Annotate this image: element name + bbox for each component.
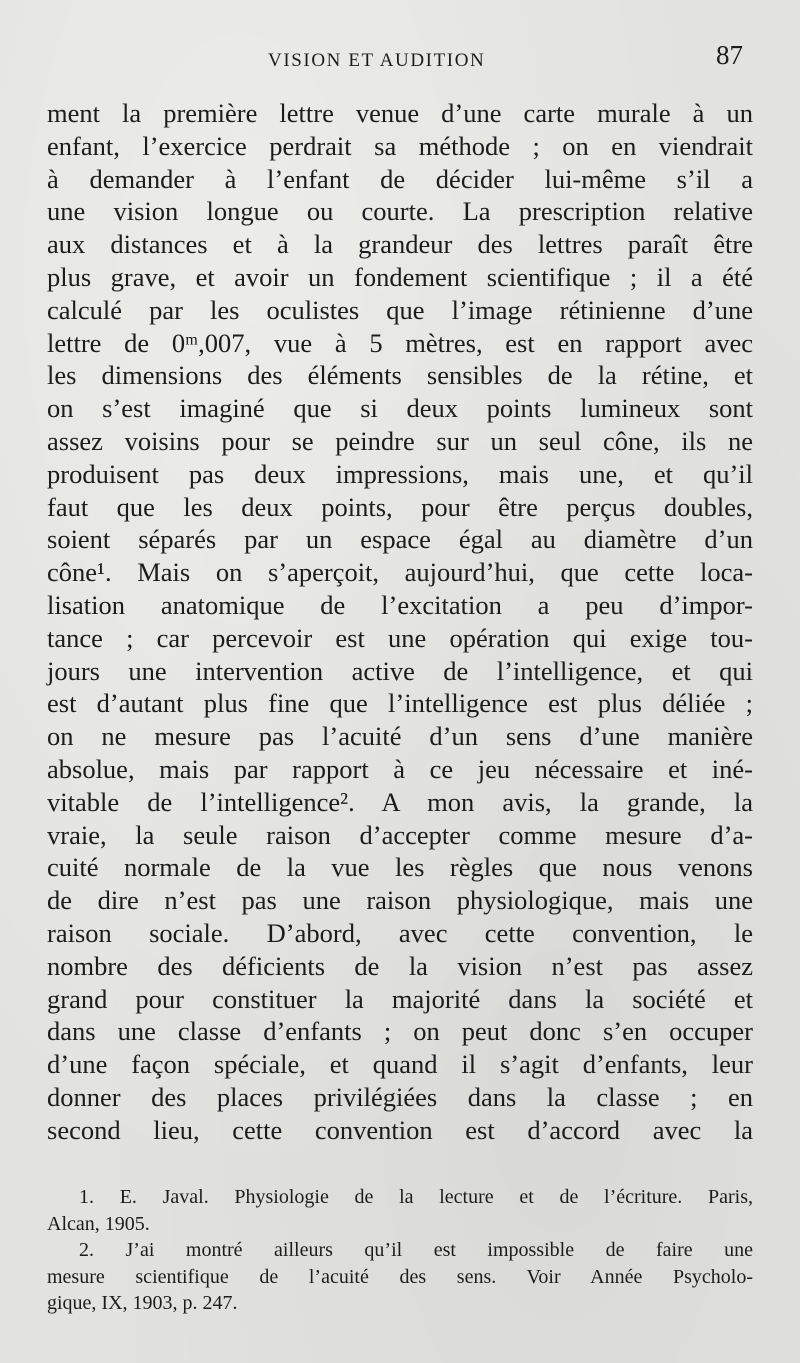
running-head — [0, 40, 800, 76]
text-line: produisent pas deux impressions, mais une, et qu’il — [47, 458, 753, 489]
text-line: raison sociale. D’abord, avec cette convention, le — [47, 917, 753, 948]
text-line: assez voisins pour se peindre sur un seul cône, ils ne — [47, 425, 753, 456]
text-line: enfant, l’exercice perdrait sa méthode ; on en viendrait — [47, 130, 753, 161]
text-line: nombre des déficients de la vision n’est pas assez — [47, 950, 753, 981]
body-text — [47, 97, 753, 1147]
text-line: les dimensions des éléments sensibles de la rétine, et — [47, 360, 753, 391]
text-line: plus grave, et avoir un fondement scientifique ; il a été — [47, 261, 753, 292]
text-line: second lieu, cette convention est d’accord avec la — [47, 1114, 753, 1145]
text-line: faut que les deux points, pour être perçus doubles, — [47, 491, 753, 522]
footnotes — [47, 1184, 753, 1317]
text-line: dans une classe d’enfants ; on peut donc s’en occuper — [47, 1016, 753, 1047]
text-line: absolue, mais par rapport à ce jeu nécessaire et iné- — [47, 753, 753, 784]
text-line: aux distances et à la grandeur des lettres paraît être — [47, 229, 753, 260]
text-line: cône¹. Mais on s’aperçoit, aujourd’hui, que cette loca- — [47, 557, 753, 588]
text-line: jours une intervention active de l’intelligence, et qui — [47, 655, 753, 686]
text-line: ment la première lettre venue d’une carte murale à un — [47, 98, 753, 128]
text-line: vraie, la seule raison d’accepter comme mesure d’a- — [47, 819, 753, 850]
text-line: vitable de l’intelligence². A mon avis, la grande, la — [47, 786, 753, 817]
text-line: on s’est imaginé que si deux points lumineux sont — [47, 393, 753, 424]
text-line: soient séparés par un espace égal au diamètre d’un — [47, 524, 753, 555]
text-line: calculé par les oculistes que l’image rétinienne d’une — [47, 294, 753, 325]
footnote-2-line: mesure scientifique de l’acuité des sens. Voir Année Psycholo- — [47, 1265, 753, 1288]
text-line: de dire n’est pas une raison physiologique, mais une — [47, 885, 753, 916]
footnote-2-line: 2. J’ai montré ailleurs qu’il est impossible de faire une — [79, 1239, 753, 1261]
text-line: donner des places privilégiées dans la classe ; en — [47, 1081, 753, 1112]
footnote-2-line: gique, IX, 1903, p. 247. — [47, 1292, 238, 1314]
text-line: grand pour constituer la majorité dans la société et — [47, 983, 753, 1014]
text-line: on ne mesure pas l’acuité d’un sens d’une manière — [47, 721, 753, 752]
text-line: une vision longue ou courte. La prescription relative — [47, 196, 753, 227]
text-line: est d’autant plus fine que l’intelligence est plus déliée ; — [47, 688, 753, 719]
footnote-1-line: Alcan, 1905. — [47, 1212, 150, 1235]
footnote-1-line: 1. E. Javal. Physiologie de la lecture et de l’écriture. Paris, — [79, 1186, 753, 1208]
running-title: VISION ET AUDITION — [268, 50, 486, 71]
text-line: à demander à l’enfant de décider lui-même s’il a — [47, 163, 753, 194]
page-number: 87 — [716, 40, 743, 70]
text-line: cuité normale de la vue les règles que nous venons — [47, 852, 753, 883]
text-line: tance ; car percevoir est une opération qui exige tou- — [47, 622, 753, 653]
text-line: lisation anatomique de l’excitation a peu d’impor- — [47, 589, 753, 620]
text-line: lettre de 0ᵐ,007, vue à 5 mètres, est en rapport avec — [47, 327, 753, 358]
text-line: d’une façon spéciale, et quand il s’agit d’enfants, leur — [47, 1049, 753, 1080]
